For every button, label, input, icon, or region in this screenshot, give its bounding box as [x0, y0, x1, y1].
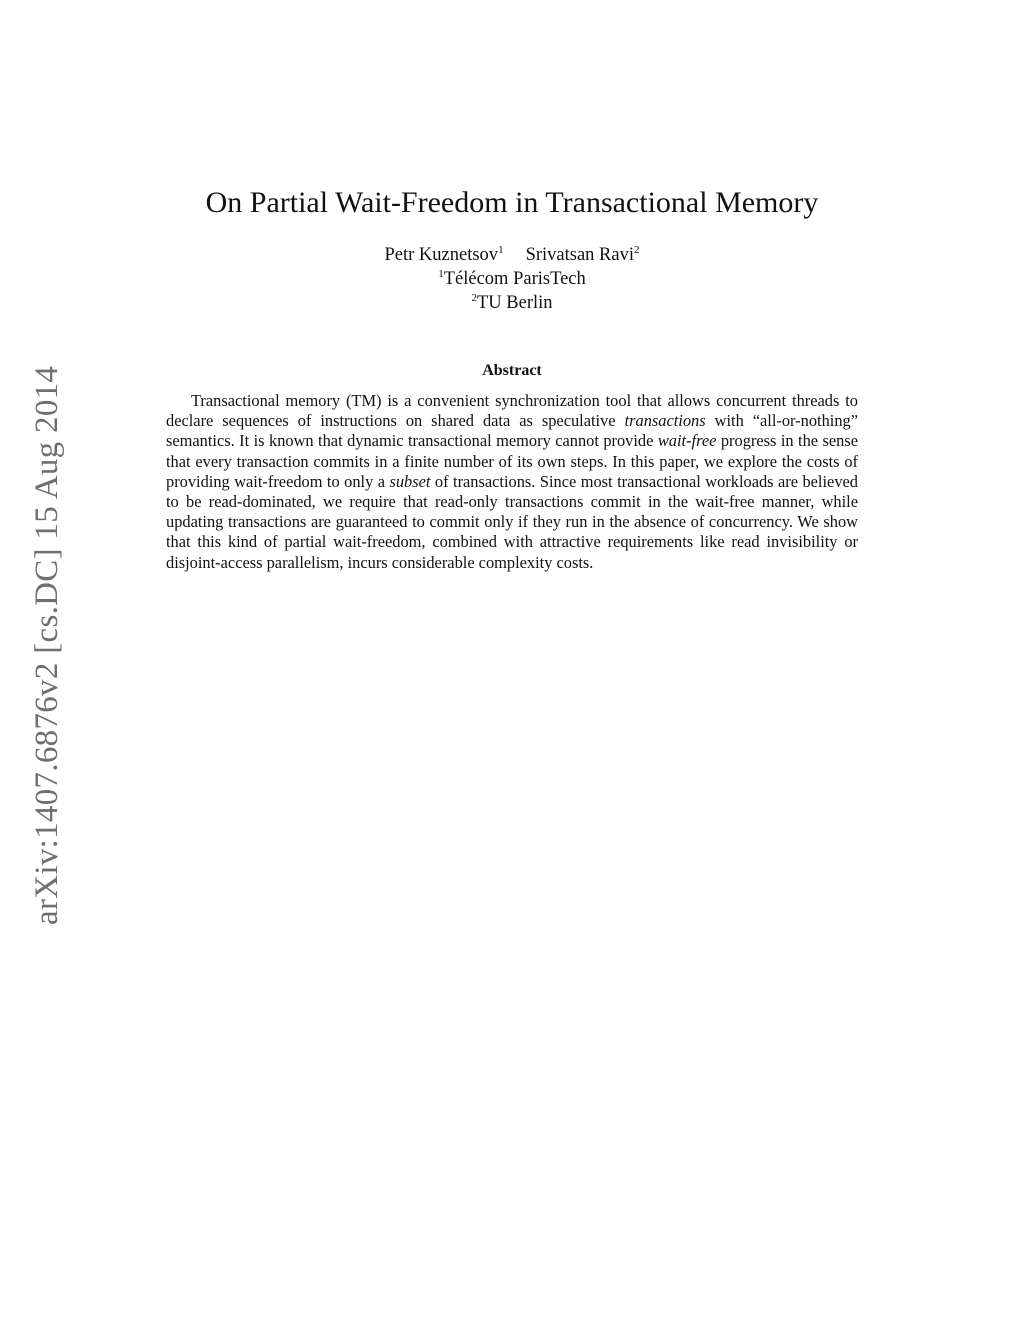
author-list: [0, 243, 1024, 267]
abstract-heading: Abstract: [482, 362, 542, 379]
author-ravi: [526, 245, 640, 265]
abstract-text: [166, 391, 858, 573]
author-name: Petr Kuznetsov: [384, 245, 499, 265]
abstract-emphasis-wait-free: wait-free: [657, 431, 717, 451]
affiliation-tu-berlin: [0, 291, 1024, 315]
affiliation-mark: 2: [471, 291, 477, 304]
affiliation-name: Télécom ParisTech: [443, 269, 586, 289]
affiliation-mark: 2: [633, 243, 640, 256]
abstract-text-segment: of transactions. Since most transactional workloads are believed to be read-dominated, we require that read-only transactions commit in the wait-free manner, while updating transactions are guaranteed to commit only if they run in the absence of concurrency. We show that this kind of partial wait-freedom, combined with attractive requirements like read invisibility or disjoint-access parallelism, incurs considerable complexity costs.: [166, 471, 858, 572]
abstract-emphasis-transactions: transactions: [624, 411, 706, 431]
author-name: Srivatsan Ravi: [525, 245, 634, 265]
arxiv-identifier-stamp: arXiv:1407.6876v2 [cs.DC] 15 Aug 2014: [29, 365, 65, 925]
abstract-text-segment: Transactional memory (TM) is a convenient synchronization tool that allows concurrent threads to declare sequences of instructions on shared data as speculative: [166, 391, 858, 431]
abstract-text-segment: progress in the sense that every transaction commits in a finite number of its own steps. In this paper, we explore the costs of providing wait-freedom to only a: [166, 431, 858, 491]
affiliation-name: TU Berlin: [476, 293, 553, 313]
affiliation-mark: 1: [438, 267, 444, 280]
affiliation-telecom-paristech: [0, 267, 1024, 291]
paper-title: On Partial Wait-Freedom in Transactional Memory: [205, 186, 819, 219]
affiliation-mark: 1: [498, 243, 504, 256]
abstract-text-segment: with “all-or-nothing” semantics. It is known that dynamic transactional memory cannot provide: [166, 411, 859, 451]
abstract-emphasis-subset: subset: [389, 471, 431, 491]
author-kuznetsov: [385, 245, 504, 265]
